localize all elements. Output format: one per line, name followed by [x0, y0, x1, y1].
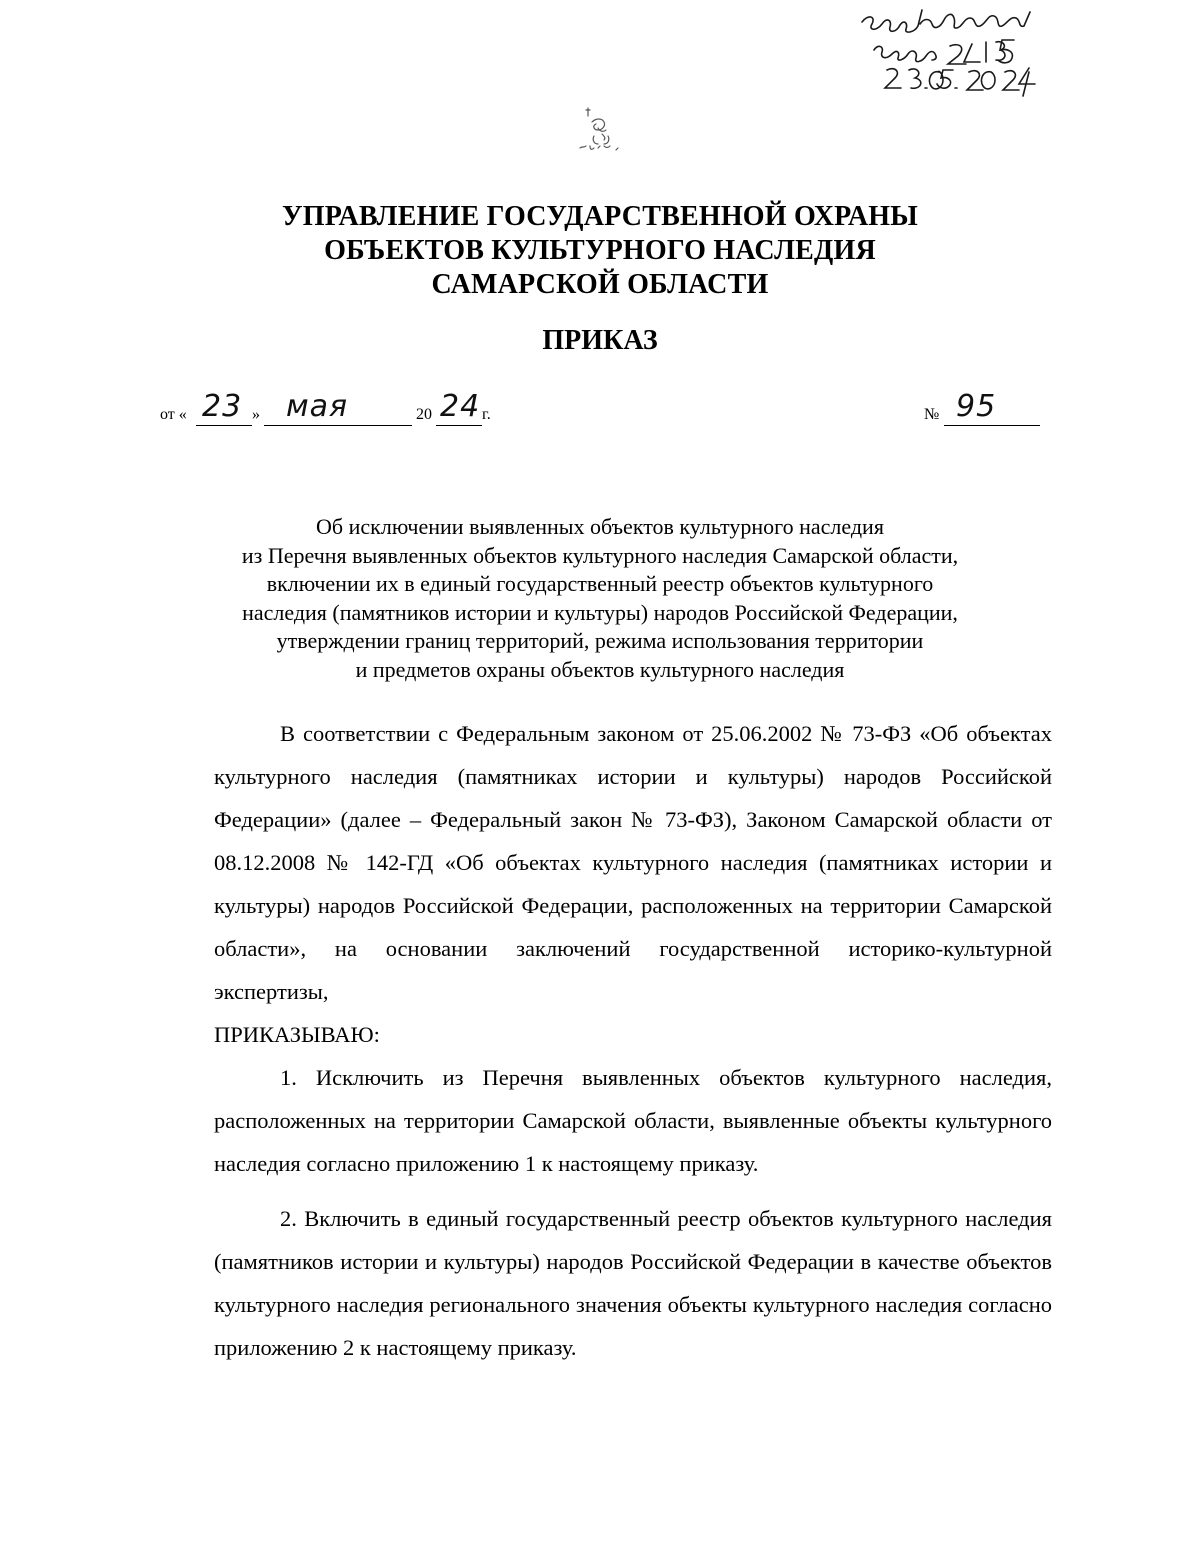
preamble-paragraph: В соответствии с Федеральным законом от 25.06.2002 № 73-ФЗ «Об объектах культурного наследия (памятниках истории и культуры) народов Российской Федерации» (далее – Федеральный закон № 73-ФЗ), Законом Самарской области от 08.12.2008 № 142-ГД «Об объектах культурного наследия (памятниках истории и культуры) народов Российской Федерации, расположенных на территории Самарской области», на основании заключений государственной историко-культурной экспертизы,	[214, 721, 1052, 1004]
year-mark: г.	[482, 406, 491, 423]
date-prefix: от «	[160, 406, 187, 423]
subject-line-2: из Перечня выявленных объектов культурного наследия Самарской области,	[241, 542, 959, 568]
number-label: №	[924, 406, 940, 423]
order-item-1: 1. Исключить из Перечня выявленных объектов культурного наследия, расположенных на территории Самарской области, выявленные объекты культурного наследия согласно приложению 1 к настоящему приказу.	[214, 1065, 1052, 1176]
year-prefix: 20	[416, 406, 432, 423]
organization-name	[150, 200, 1050, 302]
date-quote-close: »	[252, 406, 260, 423]
subject-line-5: утверждении границ территорий, режима использования территории	[276, 628, 924, 653]
organization-name-line-2: ОБЪЕКТОВ КУЛЬТУРНОГО НАСЛЕДИЯ	[324, 235, 876, 266]
coat-of-arms-emblem	[568, 100, 638, 164]
handwritten-month: мая	[286, 389, 349, 424]
organization-name-line-1: УПРАВЛЕНИЕ ГОСУДАРСТВЕННОЙ ОХРАНЫ	[282, 201, 918, 232]
day-underline	[196, 425, 252, 426]
handwritten-registration-note	[842, 0, 1182, 100]
order-item-2: 2. Включить в единый государственный реестр объектов культурного наследия (памятников истории и культуры) народов Российской Федерации в качестве объектов культурного наследия регионального значения объекты культурного наследия согласно приложению 2 к настоящему приказу.	[214, 1206, 1052, 1360]
subject-line-4: наследия (памятников истории и культуры) народов Российской Федерации,	[242, 599, 958, 625]
handwritten-year-suffix: 24	[440, 389, 481, 424]
handwritten-order-number: 95	[956, 389, 997, 424]
organization-name-line-3: САМАРСКОЙ ОБЛАСТИ	[431, 269, 769, 300]
month-underline	[264, 425, 412, 426]
handwritten-day: 23	[202, 389, 243, 424]
subject-line-1: Об исключении выявленных объектов культурного наследия	[316, 514, 884, 539]
number-underline	[944, 425, 1040, 426]
document-type-title: ПРИКАЗ	[542, 325, 658, 356]
registration-note-graphic	[842, 0, 1182, 100]
subject-line-3: включении их в единый государственный реестр объектов культурного	[266, 571, 934, 596]
order-subject	[150, 513, 1050, 684]
emblem-graphic	[568, 100, 638, 164]
order-word: ПРИКАЗЫВАЮ:	[214, 1022, 380, 1047]
date-and-number-line	[160, 384, 1040, 434]
order-body	[214, 712, 1052, 1369]
year-underline	[436, 425, 482, 426]
subject-line-6: и предметов охраны объектов культурного наследия	[355, 656, 845, 682]
